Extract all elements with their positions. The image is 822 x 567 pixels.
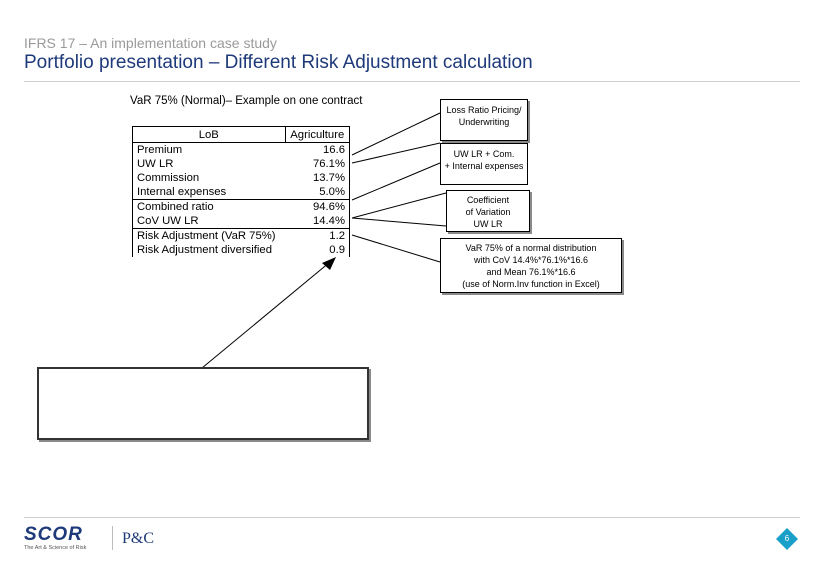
row-value: 13.7%: [285, 171, 350, 185]
row-label: UW LR: [133, 157, 286, 171]
callout-text: with CoV 14.4%*76.1%*16.6: [473, 255, 589, 265]
scor-logo: [24, 525, 86, 552]
logo-tagline: The Art & Science of Risk: [24, 545, 87, 551]
presentation-subtitle: IFRS 17 – An implementation case study: [24, 35, 277, 51]
callout-text: UW LR: [473, 219, 503, 229]
arrow-diversified: [202, 262, 330, 368]
table-caption: VaR 75% (Normal)– Example on one contract: [130, 95, 363, 107]
row-label: Premium: [133, 143, 286, 158]
empty-callout-box: [37, 367, 369, 440]
slide-title: Portfolio presentation – Different Risk Adjustment calculation: [24, 52, 533, 73]
page-number-badge: [776, 528, 798, 550]
row-value: 1.2: [285, 229, 350, 244]
logo-separator: [112, 526, 113, 550]
row-value: 16.6: [285, 143, 350, 158]
row-value: 76.1%: [285, 157, 350, 171]
connector-uw-lr: [352, 143, 440, 163]
arrow-head: [322, 257, 336, 270]
callout-var: [440, 238, 622, 293]
connector-loss-ratio: [352, 113, 440, 155]
callout-cov: [446, 190, 530, 232]
table-header-agriculture: Agriculture: [285, 127, 350, 143]
row-label: Risk Adjustment diversified: [133, 243, 286, 257]
row-value: 5.0%: [285, 185, 350, 200]
row-label: Internal expenses: [133, 185, 286, 200]
row-value: 0.9: [285, 243, 350, 257]
callout-text: Underwriting: [458, 117, 510, 127]
callout-text: Coefficient: [466, 195, 510, 205]
connector-cov-top: [352, 193, 446, 218]
row-value: 14.4%: [285, 214, 350, 229]
division-label: P&C: [122, 530, 155, 547]
callout-uw-lr: [440, 143, 528, 185]
row-label: Commission: [133, 171, 286, 185]
callout-text: of Variation: [465, 207, 511, 217]
row-label: Risk Adjustment (VaR 75%): [133, 229, 286, 244]
connector-combined-ratio: [352, 163, 440, 200]
callout-text: VaR 75% of a normal distribution: [465, 243, 597, 253]
callout-text: Loss Ratio Pricing/: [446, 105, 522, 115]
table-header-lob: LoB: [133, 127, 286, 143]
logo-wordmark: SCOR: [24, 524, 83, 545]
callout-text: UW LR + Com.: [453, 149, 515, 159]
row-label: CoV UW LR: [133, 214, 286, 229]
callout-text: (use of Norm.Inv function in Excel): [462, 279, 600, 289]
callout-text: and Mean 76.1%*16.6: [486, 267, 576, 277]
callout-text: + Internal expenses: [444, 161, 524, 171]
connector-var: [352, 235, 440, 262]
page-number: 6: [784, 534, 790, 543]
footer-divider: [24, 517, 800, 518]
callout-loss-ratio: [440, 99, 528, 141]
row-label: Combined ratio: [133, 200, 286, 215]
connector-cov-bottom: [352, 218, 446, 226]
row-value: 94.6%: [285, 200, 350, 215]
